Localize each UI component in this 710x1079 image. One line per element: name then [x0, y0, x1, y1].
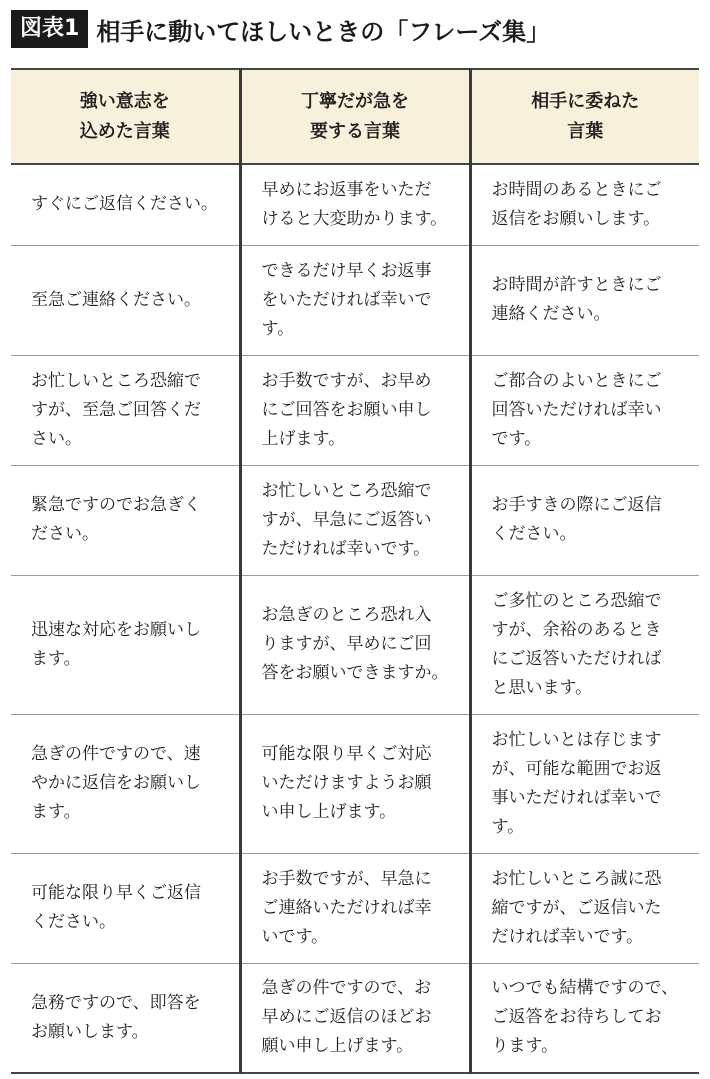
phrase-line: お忙しいところ恐縮で — [31, 370, 201, 391]
phrase-line: ください。 — [491, 524, 577, 544]
phrase-line: 早めにご返信のほどお — [261, 1007, 432, 1028]
phrase-cell-leave-to-recipient — [470, 465, 699, 575]
phrase-line: ご多忙のところ恐縮で — [491, 590, 662, 611]
phrase-cell-polite-urgent — [240, 575, 470, 714]
phrase-cell-strong-will — [11, 714, 240, 853]
phrase-cell-leave-to-recipient — [470, 164, 699, 245]
table-row — [11, 575, 699, 714]
header-line: 強い意志を — [79, 90, 170, 112]
phrase-line: 返信をお願いします。 — [491, 208, 661, 229]
phrase-line: が、可能な範囲でお返 — [491, 758, 662, 779]
phrase-line: すが、早急にご返答い — [261, 509, 432, 530]
table-row — [11, 245, 699, 355]
phrase-cell-polite-urgent — [240, 164, 470, 245]
phrase-line: ます。 — [31, 802, 81, 822]
table-row — [11, 465, 699, 575]
figure-title-text: 相手に動いてほしいときの「フレーズ集」 — [96, 17, 551, 46]
phrase-line: 急ぎの件ですので、お — [261, 978, 432, 999]
phrase-line: お忙しいとは存じます — [491, 729, 662, 750]
phrase-line: お忙しいところ恐縮で — [261, 480, 432, 501]
header-leave-to-recipient — [470, 69, 699, 164]
phrase-line: をいただければ幸いで — [261, 289, 432, 310]
phrase-cell-strong-will — [11, 963, 240, 1073]
phrase-line: ご連絡いただければ幸 — [261, 897, 432, 918]
phrase-line: いただけますようお願 — [261, 773, 432, 793]
table-row — [11, 853, 699, 963]
phrase-line: すぐにご返信ください。 — [31, 194, 218, 215]
phrase-line: けると大変助かります。 — [261, 208, 448, 229]
phrase-line: さい。 — [31, 428, 82, 449]
header-line: 言葉 — [567, 120, 604, 142]
header-line: 込めた言葉 — [79, 120, 170, 142]
phrase-cell-strong-will — [11, 465, 240, 575]
header-line: 相手に委ねた — [531, 90, 640, 112]
phrase-line: す。 — [261, 318, 295, 339]
table-row — [11, 963, 699, 1073]
phrase-line: できるだけ早くお返事 — [261, 260, 432, 281]
phrase-cell-strong-will — [11, 164, 240, 245]
phrase-line: 至急ご連絡ください。 — [31, 289, 201, 310]
table-body — [11, 164, 699, 1073]
phrase-line: にご回答をお願い申し — [261, 399, 432, 420]
phrase-cell-leave-to-recipient — [470, 963, 699, 1073]
phrase-line: 回答いただければ幸い — [491, 399, 662, 420]
phrase-cell-polite-urgent — [240, 465, 470, 575]
phrase-cell-leave-to-recipient — [470, 575, 699, 714]
phrase-line: 事いただければ幸いで — [491, 787, 662, 808]
phrase-line: だければ幸いです。 — [491, 926, 644, 947]
phrase-line: 上げます。 — [261, 428, 346, 449]
phrase-line: 早めにお返事をいただ — [261, 179, 432, 200]
phrase-cell-strong-will — [11, 853, 240, 963]
phrase-line: お手すきの際にご返信 — [491, 495, 662, 515]
phrase-cell-strong-will — [11, 245, 240, 355]
phrase-line: いつでも結構ですので、 — [491, 978, 679, 999]
phrase-line: お手数ですが、お早め — [261, 370, 432, 391]
header-polite-urgent — [240, 69, 470, 164]
phrase-line: ただければ幸いです。 — [261, 538, 431, 559]
phrase-table — [11, 68, 699, 1074]
phrase-cell-strong-will — [11, 355, 240, 465]
phrase-line: りますが、早めにご回 — [261, 634, 432, 654]
phrase-line: 迅速な対応をお願いし — [31, 619, 201, 640]
phrase-line: 答をお願いできますか。 — [261, 663, 449, 683]
phrase-cell-leave-to-recipient — [470, 355, 699, 465]
table-row — [11, 355, 699, 465]
figure-badge: 図表1 — [11, 10, 88, 48]
phrase-line: 緊急ですのでお急ぎく — [31, 495, 201, 515]
phrase-line: すが、至急ご回答くだ — [31, 399, 201, 420]
phrase-line: お願いします。 — [31, 1021, 149, 1042]
phrase-line: お手数ですが、早急に — [261, 868, 432, 889]
phrase-line: ださい。 — [31, 524, 99, 544]
phrase-line: です。 — [491, 428, 542, 449]
table-row — [11, 164, 699, 245]
phrase-line: 急務ですので、即答を — [31, 992, 201, 1013]
phrase-line: す。 — [491, 816, 525, 837]
phrase-line: ご返答をお待ちしてお — [491, 1007, 662, 1028]
phrase-cell-polite-urgent — [240, 853, 470, 963]
phrase-cell-leave-to-recipient — [470, 714, 699, 853]
phrase-line: 急ぎの件ですので、速 — [31, 744, 201, 764]
phrase-line: 可能な限り早くご対応 — [261, 744, 432, 764]
phrase-line: やかに返信をお願いし — [31, 773, 201, 793]
phrase-line: お忙しいところ誠に恐 — [491, 868, 662, 889]
phrase-cell-polite-urgent — [240, 714, 470, 853]
phrase-line: 縮ですが、ご返信いた — [491, 897, 662, 918]
phrase-line: いです。 — [261, 926, 329, 947]
phrase-cell-polite-urgent — [240, 963, 470, 1073]
phrase-line: 連絡ください。 — [491, 304, 611, 324]
phrase-line: お時間が許すときにご — [491, 275, 662, 295]
header-line: 丁寧だが急を — [301, 90, 409, 112]
header-line: 要する言葉 — [310, 120, 400, 142]
phrase-line: にご返答いただければ — [491, 648, 662, 669]
phrase-line: ります。 — [491, 1036, 559, 1057]
phrase-cell-polite-urgent — [240, 355, 470, 465]
phrase-cell-strong-will — [11, 575, 240, 714]
phrase-cell-leave-to-recipient — [470, 853, 699, 963]
phrase-line: お急ぎのところ恐れ入 — [261, 605, 432, 625]
phrase-line: 可能な限り早くご返信 — [31, 883, 201, 903]
phrase-cell-polite-urgent — [240, 245, 470, 355]
phrase-line: い申し上げます。 — [261, 802, 397, 822]
figure-title — [11, 9, 550, 49]
phrase-line: ます。 — [31, 648, 81, 669]
phrase-line: お時間のあるときにご — [491, 179, 662, 200]
phrase-cell-leave-to-recipient — [470, 245, 699, 355]
header-strong-will — [11, 69, 240, 164]
phrase-line: と思います。 — [491, 677, 593, 698]
phrase-line: 願い申し上げます。 — [261, 1036, 414, 1057]
phrase-line: ください。 — [31, 912, 116, 932]
table-row — [11, 714, 699, 853]
phrase-line: すが、余裕のあるとき — [491, 619, 662, 640]
header-row — [11, 69, 699, 164]
phrase-line: ご都合のよいときにご — [491, 370, 662, 391]
